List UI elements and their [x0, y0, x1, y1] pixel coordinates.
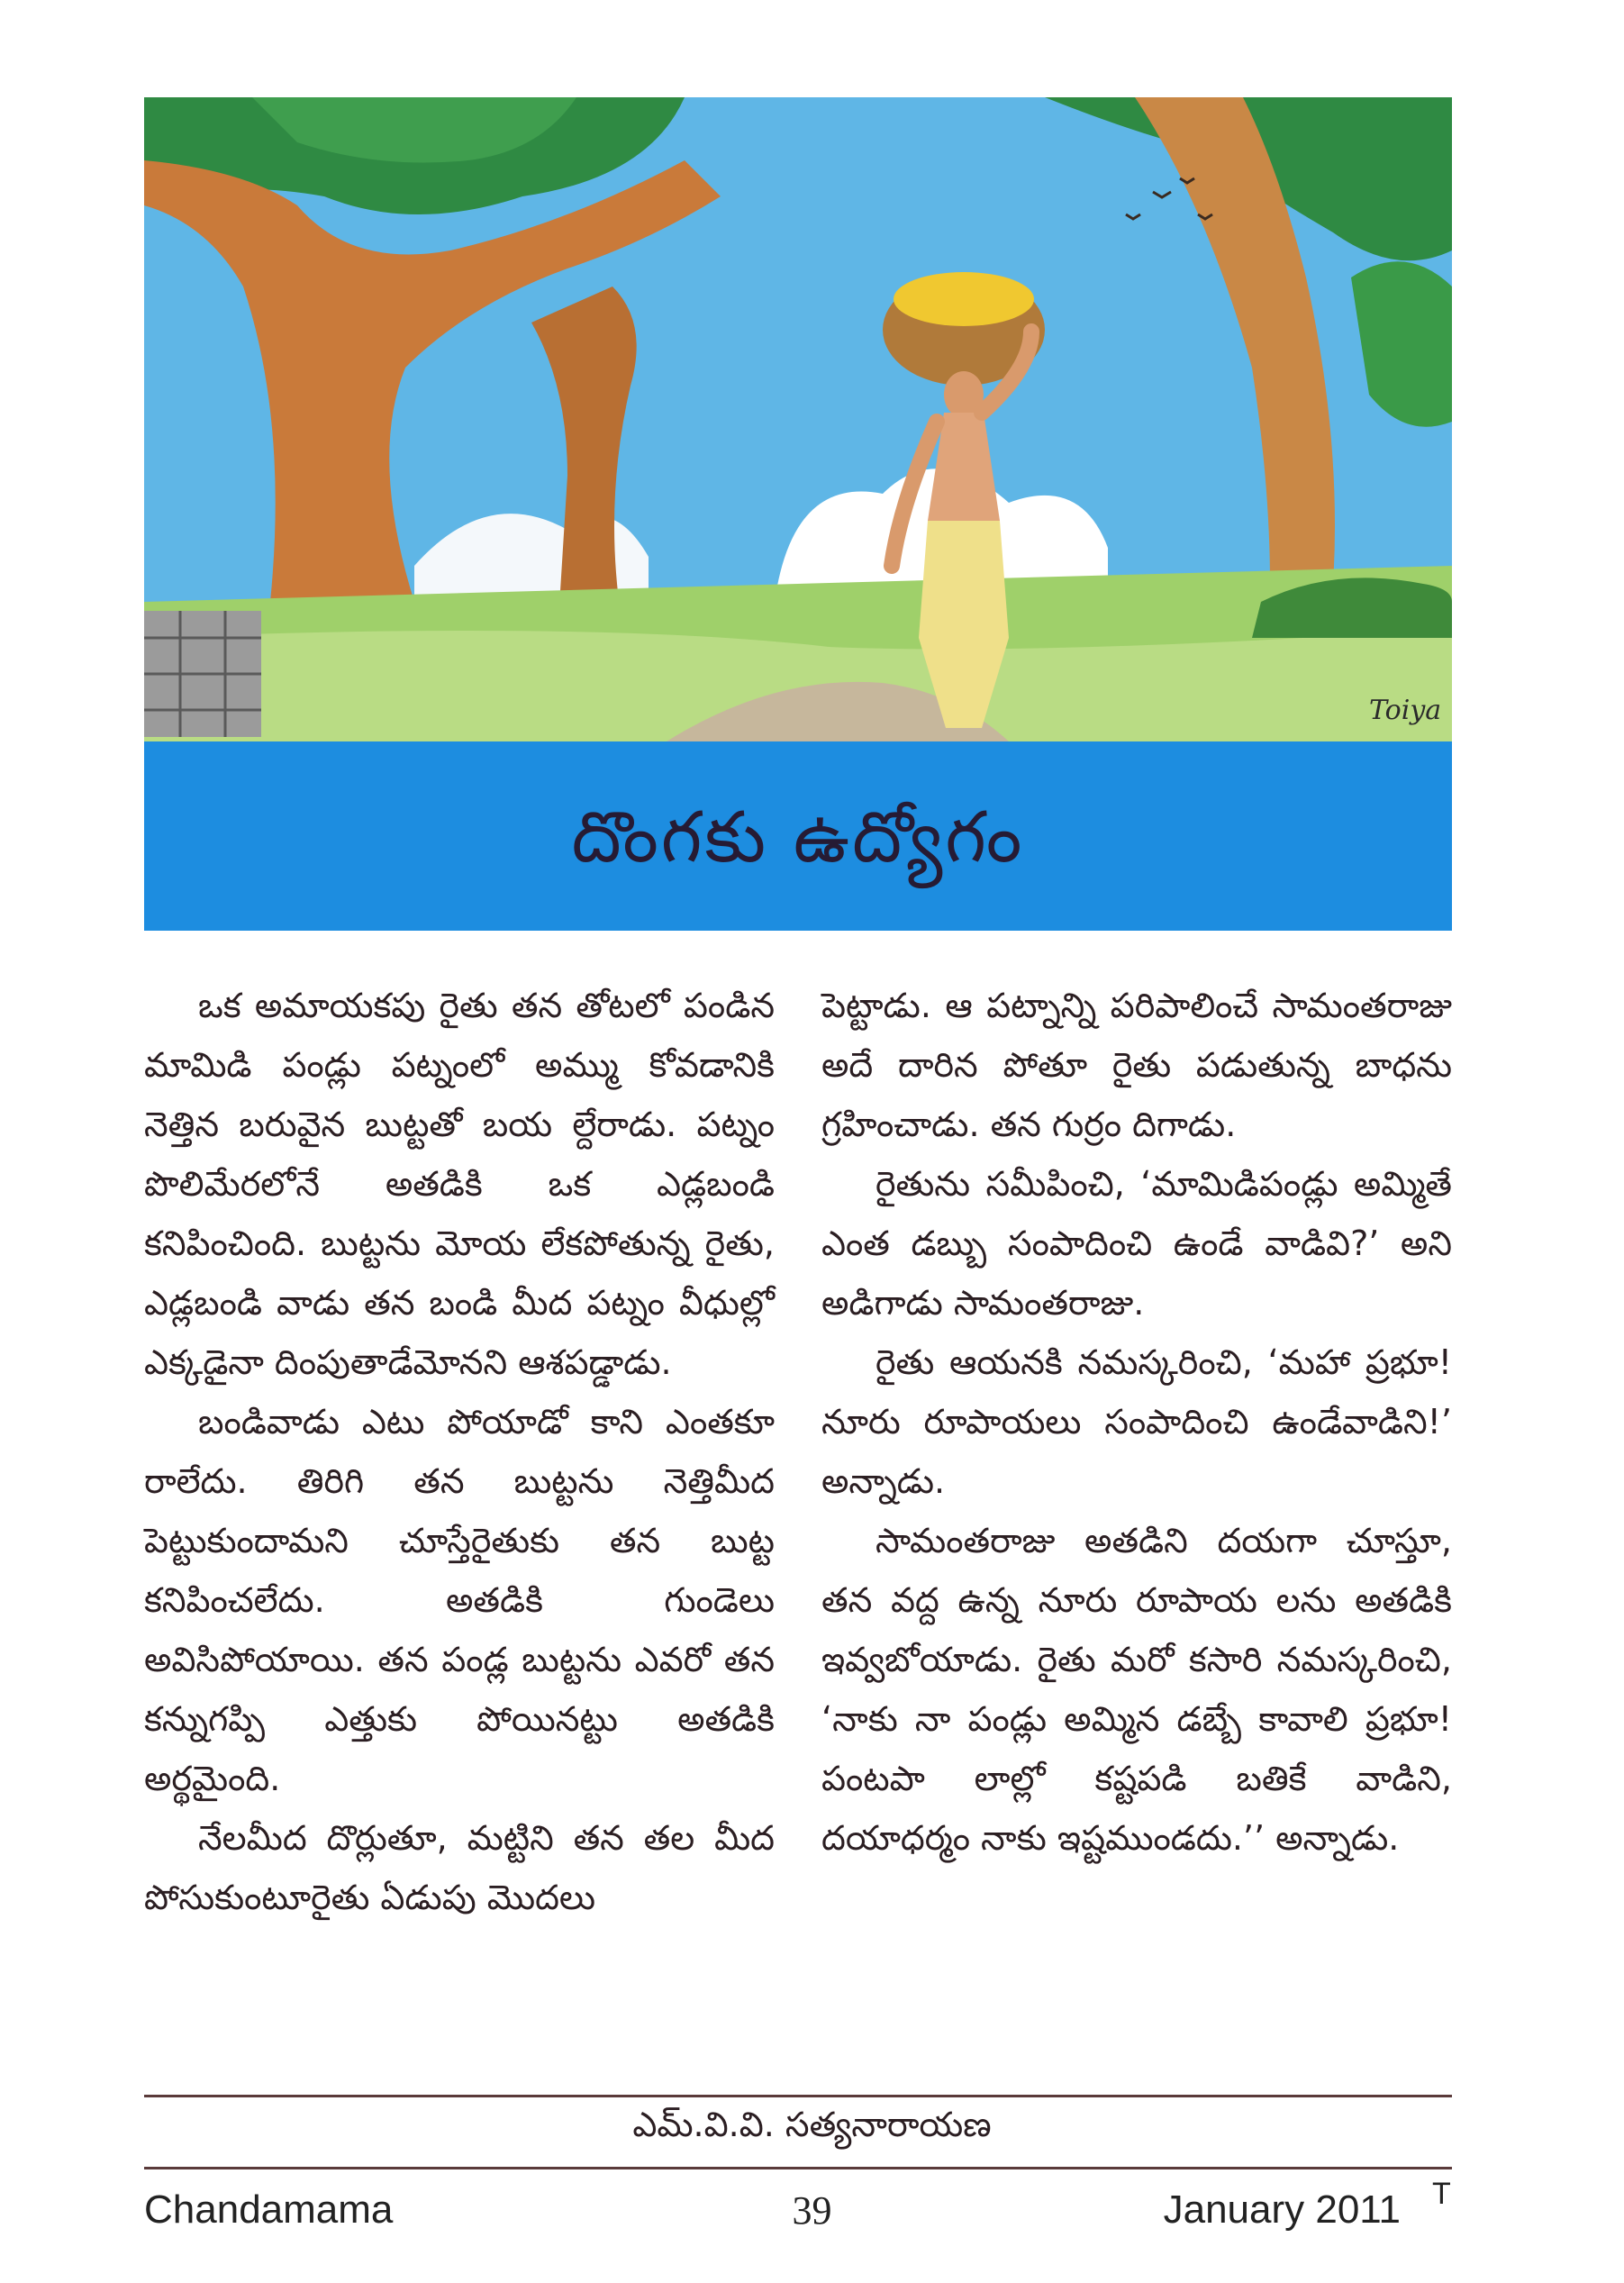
story-title: దొంగకు ఉద్యోగం: [571, 797, 1025, 878]
divider: [144, 2095, 1452, 2097]
divider: [144, 2167, 1452, 2169]
svg-text:Toiya: Toiya: [1369, 695, 1442, 726]
footer-mark: T: [1432, 2177, 1451, 2211]
farmer-carrying-mango-basket-illustration: [144, 97, 1452, 741]
paragraph: బండివాడు ఎటు పోయాడో కాని ఎంతకూ రాలేదు. తిరిగి తన బుట్టను నెత్తిమీద పెట్టుకుందామని చూస్తేరైతుకు తన బుట్ట కనిపించలేదు. అతడికి గుండెలు అవిసిపోయాయి. తన పండ్ల బుట్టను ఎవరో తన కన్నుగప్పి ఎత్తుకు పోయినట్టు అతడికి అర్థమైంది.: [144, 1402, 775, 1798]
paragraph: పెట్టాడు. ఆ పట్నాన్ని పరిపాలించే సామంతరాజు అదే దారిన పోతూ రైతు పడుతున్న బాధను గ్రహించాడు. తన గుర్రం దిగాడు.: [821, 986, 1452, 1144]
story-column-right: [821, 976, 1452, 1868]
author-name: ఎమ్.వి.వి. సత్యనారాయణ: [632, 2105, 992, 2144]
paragraph: ఒక అమాయకపు రైతు తన తోటలో పండిన మామిడి పండ్లు పట్నంలో అమ్ము కోవడానికి నెత్తిన బరువైన బుట్టతో బయ ల్దేరాడు. పట్నం పొలిమేరలోనే అతడికి ఒక ఎడ్లబండి కనిపించింది. బుట్టను మోయ లేకపోతున్న రైతు, ఎడ్లబండి వాడు తన బండి మీద పట్నం వీధుల్లో ఎక్కడైనా దింపుతాడేమోనని ఆశపడ్డాడు.: [144, 986, 775, 1382]
story-column-left: [144, 976, 775, 1927]
paragraph: రైతు ఆయనకి నమస్కరించి, ‘మహా ప్రభూ! నూరు రూపాయలు సంపాదించి ఉండేవాడిని!’ అన్నాడు.: [821, 1342, 1452, 1501]
story-illustration: [144, 97, 1452, 741]
paragraph: రైతును సమీపించి, ‘మామిడిపండ్లు అమ్మితే ఎంత డబ్బు సంపాదించి ఉండే వాడివి?’ అని అడిగాడు సామంతరాజు.: [821, 1164, 1452, 1323]
title-band: [144, 741, 1452, 931]
page-number: 39: [792, 2188, 832, 2233]
issue-date: January 2011: [1163, 2187, 1401, 2232]
paragraph: నేలమీద దొర్లుతూ, మట్టిని తన తల మీద పోసుకుంటూరైతు ఏడుపు మొదలు: [144, 1818, 775, 1917]
paragraph: సామంతరాజు అతడిని దయగా చూస్తూ, తన వద్ద ఉన్న నూరు రూపాయ లను అతడికి ఇవ్వబోయాడు. రైతు మరో కసారి నమస్కరించి, ‘నాకు నా పండ్లు అమ్మిన డబ్బే కావాలి ప్రభూ! పంటపా లాల్లో కష్టపడి బతికే వాడిని, దయాధర్మం నాకు ఇష్టముండదు.’’ అన్నాడు.: [821, 1521, 1452, 1858]
magazine-name: Chandamama: [144, 2187, 394, 2232]
